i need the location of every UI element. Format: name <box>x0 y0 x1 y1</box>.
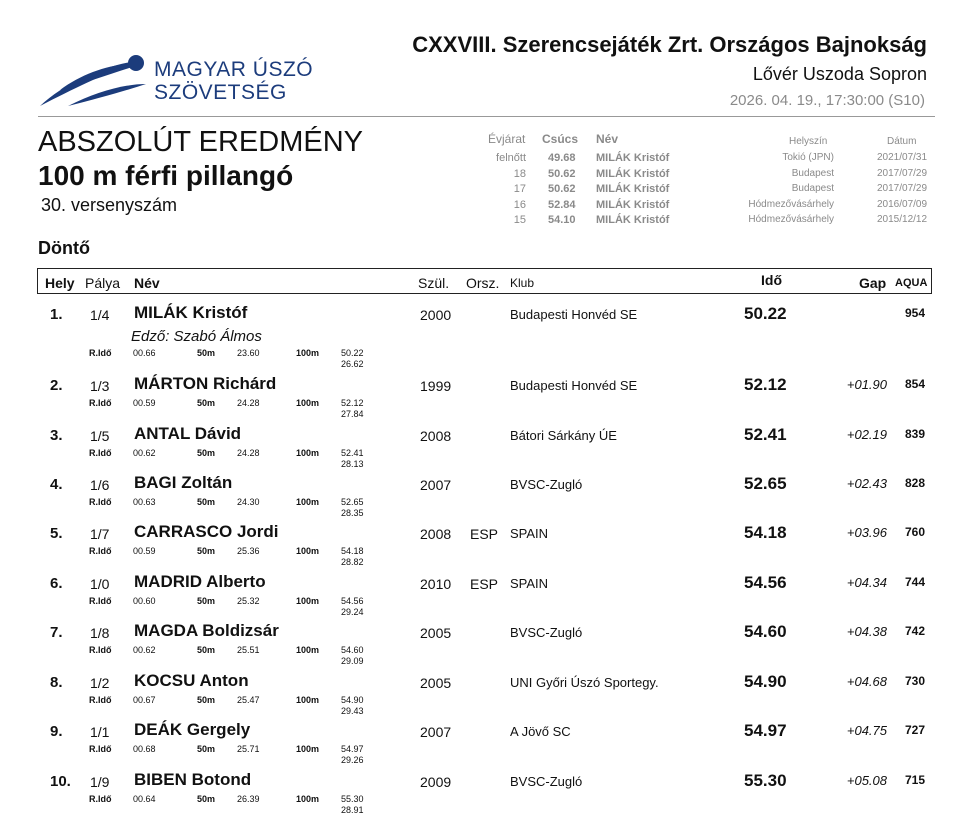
split-50-label: 50m <box>197 546 216 556</box>
athlete-nation: ESP <box>470 526 499 542</box>
lap-time: 29.43 <box>341 706 364 716</box>
split-50: 26.39 <box>237 794 260 804</box>
lap-time: 28.82 <box>341 557 364 567</box>
athlete-club: A Jövő SC <box>510 724 571 739</box>
result-gap: +04.68 <box>846 674 887 689</box>
split-50: 23.60 <box>237 348 260 358</box>
athlete-birth-year: 2000 <box>420 307 452 323</box>
athlete-club: SPAIN <box>510 576 549 591</box>
table-row <box>0 770 973 820</box>
athlete-birth-year: 2008 <box>420 428 452 444</box>
coach-name: Edző: Szabó Álmos <box>131 328 262 345</box>
record-date: 2015/12/12 <box>877 214 928 225</box>
split-100: 52.12 <box>341 398 364 408</box>
split-100: 54.90 <box>341 695 364 705</box>
split-100: 54.56 <box>341 596 364 606</box>
table-row <box>0 572 973 622</box>
records-header-date: Dátum <box>887 136 917 147</box>
table-row <box>0 374 973 424</box>
competition-venue: Lővér Uszoda Sopron <box>752 64 927 84</box>
athlete-name: CARRASCO Jordi <box>134 522 279 541</box>
record-time: 52.84 <box>548 199 576 211</box>
athlete-birth-year: 1999 <box>420 378 452 394</box>
split-100: 52.41 <box>341 448 364 458</box>
result-place: 2. <box>50 377 63 394</box>
lap-time: 28.13 <box>341 459 364 469</box>
split-50-label: 50m <box>197 695 216 705</box>
results-table-header <box>37 268 932 294</box>
record-time: 50.62 <box>548 168 576 180</box>
split-100-label: 100m <box>296 645 320 655</box>
col-time: Idő <box>761 272 782 288</box>
athlete-club: BVSC-Zugló <box>510 774 583 789</box>
athlete-birth-year: 2010 <box>420 576 452 592</box>
athlete-nation: ESP <box>470 576 499 592</box>
col-lane: Pálya <box>85 275 121 291</box>
result-lane: 1/9 <box>90 774 110 790</box>
athlete-name: MILÁK Kristóf <box>134 303 248 322</box>
federation-name-line2: SZÖVETSÉG <box>154 81 287 104</box>
split-50-label: 50m <box>197 398 216 408</box>
split-100-label: 100m <box>296 546 320 556</box>
athlete-name: MAGDA Boldizsár <box>134 621 279 640</box>
athlete-club: BVSC-Zugló <box>510 625 583 640</box>
split-100: 50.22 <box>341 348 364 358</box>
result-place: 3. <box>50 427 63 444</box>
reaction-time: 00.66 <box>133 348 156 358</box>
result-aqua-points: 954 <box>904 306 925 320</box>
record-date: 2021/07/31 <box>877 152 928 163</box>
record-year: 18 <box>513 168 526 180</box>
result-gap: +04.75 <box>846 723 887 738</box>
record-place: Hódmezővásárhely <box>748 199 834 210</box>
result-lane: 1/4 <box>90 307 110 323</box>
result-time: 50.22 <box>744 304 787 323</box>
athlete-birth-year: 2008 <box>420 526 452 542</box>
lap-time: 28.91 <box>341 805 364 815</box>
result-time: 52.65 <box>744 474 787 493</box>
split-100-label: 100m <box>296 448 320 458</box>
lap-time: 26.62 <box>341 359 364 369</box>
reaction-time-label: R.Idő <box>89 546 112 556</box>
result-gap: +02.43 <box>846 476 887 491</box>
reaction-time-label: R.Idő <box>89 645 112 655</box>
col-club: Klub <box>510 276 535 290</box>
split-100-label: 100m <box>296 794 320 804</box>
result-aqua-points: 730 <box>904 674 925 688</box>
split-50-label: 50m <box>197 596 216 606</box>
athlete-birth-year: 2005 <box>420 625 452 641</box>
athlete-name: ANTAL Dávid <box>134 424 242 443</box>
reaction-time: 00.59 <box>133 398 156 408</box>
result-time: 52.12 <box>744 375 787 394</box>
split-50: 24.28 <box>237 448 260 458</box>
result-aqua-points: 839 <box>904 427 925 441</box>
split-50: 25.32 <box>237 596 260 606</box>
records-header-year: Évjárat <box>488 132 526 146</box>
reaction-time-label: R.Idő <box>89 744 112 754</box>
page-title: ABSZOLÚT EREDMÉNY <box>38 126 363 158</box>
result-place: 7. <box>50 624 63 641</box>
result-time: 54.97 <box>744 721 787 740</box>
reaction-time-label: R.Idő <box>89 398 112 408</box>
result-place: 4. <box>50 476 63 493</box>
result-gap: +04.38 <box>846 624 887 639</box>
result-time: 52.41 <box>744 425 787 444</box>
round-title: Döntő <box>38 238 90 258</box>
reaction-time-label: R.Idő <box>89 695 112 705</box>
reaction-time: 00.68 <box>133 744 156 754</box>
split-50-label: 50m <box>197 645 216 655</box>
athlete-club: BVSC-Zugló <box>510 477 583 492</box>
reaction-time: 00.63 <box>133 497 156 507</box>
record-time: 54.10 <box>548 214 576 226</box>
result-time: 54.60 <box>744 622 787 641</box>
athlete-name: BAGI Zoltán <box>134 473 233 492</box>
col-gap: Gap <box>859 275 887 291</box>
col-nat: Orsz. <box>466 275 500 291</box>
split-50: 25.36 <box>237 546 260 556</box>
reaction-time: 00.60 <box>133 596 156 606</box>
athlete-name: BIBEN Botond <box>134 770 252 789</box>
result-lane: 1/1 <box>90 724 110 740</box>
federation-name-line1: MAGYAR ÚSZÓ <box>154 58 314 81</box>
athlete-birth-year: 2005 <box>420 675 452 691</box>
athlete-club: Bátori Sárkány ÚE <box>510 428 617 443</box>
reaction-time-label: R.Idő <box>89 596 112 606</box>
result-lane: 1/7 <box>90 526 110 542</box>
result-aqua-points: 742 <box>904 624 925 638</box>
lap-time: 29.09 <box>341 656 364 666</box>
result-aqua-points: 715 <box>904 773 925 787</box>
athlete-club: SPAIN <box>510 526 549 541</box>
table-row <box>0 303 973 369</box>
reaction-time: 00.62 <box>133 448 156 458</box>
record-year: 15 <box>513 214 526 226</box>
record-date: 2017/07/29 <box>877 168 928 179</box>
athlete-birth-year: 2007 <box>420 477 452 493</box>
split-100-label: 100m <box>296 695 320 705</box>
split-100-label: 100m <box>296 744 320 754</box>
table-row <box>0 473 973 523</box>
split-100: 52.65 <box>341 497 364 507</box>
athlete-club: Budapesti Honvéd SE <box>510 307 638 322</box>
record-time: 50.62 <box>548 183 576 195</box>
col-aqua: AQUA <box>895 277 928 289</box>
athlete-club: Budapesti Honvéd SE <box>510 378 638 393</box>
record-time: 49.68 <box>548 152 576 164</box>
split-100: 54.97 <box>341 744 364 754</box>
lap-time: 29.26 <box>341 755 364 765</box>
split-100: 54.60 <box>341 645 364 655</box>
event-number: 30. versenyszám <box>41 195 178 215</box>
records-header-name: Név <box>596 132 619 146</box>
athlete-name: DEÁK Gergely <box>134 720 251 739</box>
split-100-label: 100m <box>296 348 320 358</box>
athlete-name: KOCSU Anton <box>134 671 249 690</box>
table-row <box>0 424 973 474</box>
record-place: Tokió (JPN) <box>782 152 834 163</box>
result-lane: 1/2 <box>90 675 110 691</box>
result-place: 8. <box>50 674 63 691</box>
result-gap: +01.90 <box>846 377 887 392</box>
result-lane: 1/5 <box>90 428 110 444</box>
table-row <box>0 621 973 671</box>
result-gap: +03.96 <box>846 525 887 540</box>
reaction-time: 00.59 <box>133 546 156 556</box>
table-row <box>0 671 973 721</box>
record-date: 2017/07/29 <box>877 183 928 194</box>
result-place: 6. <box>50 575 63 592</box>
col-yob: Szül. <box>418 275 450 291</box>
split-100-label: 100m <box>296 398 320 408</box>
record-date: 2016/07/09 <box>877 199 928 210</box>
record-holder: MILÁK Kristóf <box>596 183 670 195</box>
split-50: 25.71 <box>237 744 260 754</box>
split-100-label: 100m <box>296 497 320 507</box>
result-place: 5. <box>50 525 63 542</box>
record-holder: MILÁK Kristóf <box>596 199 670 211</box>
result-gap: +02.19 <box>846 427 887 442</box>
col-place: Hely <box>45 275 75 291</box>
athlete-name: MÁRTON Richárd <box>134 374 277 393</box>
result-place: 10. <box>50 773 71 790</box>
competition-datetime: 2026. 04. 19., 17:30:00 (S10) <box>729 92 925 109</box>
athlete-name: MADRID Alberto <box>134 572 266 591</box>
record-place: Budapest <box>791 183 834 194</box>
result-gap: +05.08 <box>846 773 887 788</box>
result-time: 54.90 <box>744 672 787 691</box>
result-aqua-points: 854 <box>904 377 925 391</box>
split-50-label: 50m <box>197 448 216 458</box>
result-lane: 1/3 <box>90 378 110 394</box>
athlete-birth-year: 2007 <box>420 724 452 740</box>
athlete-club: UNI Győri Úszó Sportegy. <box>510 675 659 690</box>
split-50-label: 50m <box>197 497 216 507</box>
reaction-time-label: R.Idő <box>89 497 112 507</box>
result-gap: +04.34 <box>846 575 887 590</box>
table-row <box>0 720 973 770</box>
result-lane: 1/6 <box>90 477 110 493</box>
split-50: 24.30 <box>237 497 260 507</box>
record-holder: MILÁK Kristóf <box>596 152 670 164</box>
result-lane: 1/8 <box>90 625 110 641</box>
split-50-label: 50m <box>197 744 216 754</box>
reaction-time: 00.62 <box>133 645 156 655</box>
event-name: 100 m férfi pillangó <box>38 160 294 191</box>
result-lane: 1/0 <box>90 576 110 592</box>
result-place: 9. <box>50 723 63 740</box>
result-aqua-points: 828 <box>904 476 925 490</box>
records-header-place: Helyszín <box>789 136 828 147</box>
table-row <box>0 522 973 572</box>
split-100-label: 100m <box>296 596 320 606</box>
split-50: 24.28 <box>237 398 260 408</box>
records-header-top: Csúcs <box>542 132 579 146</box>
result-time: 54.18 <box>744 523 787 542</box>
result-aqua-points: 727 <box>904 723 925 737</box>
result-place: 1. <box>50 306 63 323</box>
record-holder: MILÁK Kristóf <box>596 168 670 180</box>
record-holder: MILÁK Kristóf <box>596 214 670 226</box>
split-50-label: 50m <box>197 348 216 358</box>
record-year: 17 <box>513 183 526 195</box>
reaction-time-label: R.Idő <box>89 794 112 804</box>
result-time: 55.30 <box>744 771 787 790</box>
result-time: 54.56 <box>744 573 787 592</box>
split-100: 54.18 <box>341 546 364 556</box>
lap-time: 27.84 <box>341 409 364 419</box>
split-100: 55.30 <box>341 794 364 804</box>
lap-time: 29.24 <box>341 607 364 617</box>
col-name: Név <box>134 275 160 291</box>
athlete-birth-year: 2009 <box>420 774 452 790</box>
federation-name <box>154 58 313 104</box>
reaction-time: 00.67 <box>133 695 156 705</box>
reaction-time-label: R.Idő <box>89 348 112 358</box>
result-aqua-points: 744 <box>904 575 925 589</box>
record-place: Budapest <box>791 168 834 179</box>
result-aqua-points: 760 <box>904 525 925 539</box>
split-50-label: 50m <box>197 794 216 804</box>
reaction-time: 00.64 <box>133 794 156 804</box>
split-50: 25.47 <box>237 695 260 705</box>
record-year: felnőtt <box>496 152 526 164</box>
lap-time: 28.35 <box>341 508 364 518</box>
record-place: Hódmezővásárhely <box>748 214 834 225</box>
competition-title: CXXVIII. Szerencsejáték Zrt. Országos Bajnokság <box>412 32 927 57</box>
header-divider <box>38 116 935 117</box>
reaction-time-label: R.Idő <box>89 448 112 458</box>
split-50: 25.51 <box>237 645 260 655</box>
record-year: 16 <box>513 199 526 211</box>
